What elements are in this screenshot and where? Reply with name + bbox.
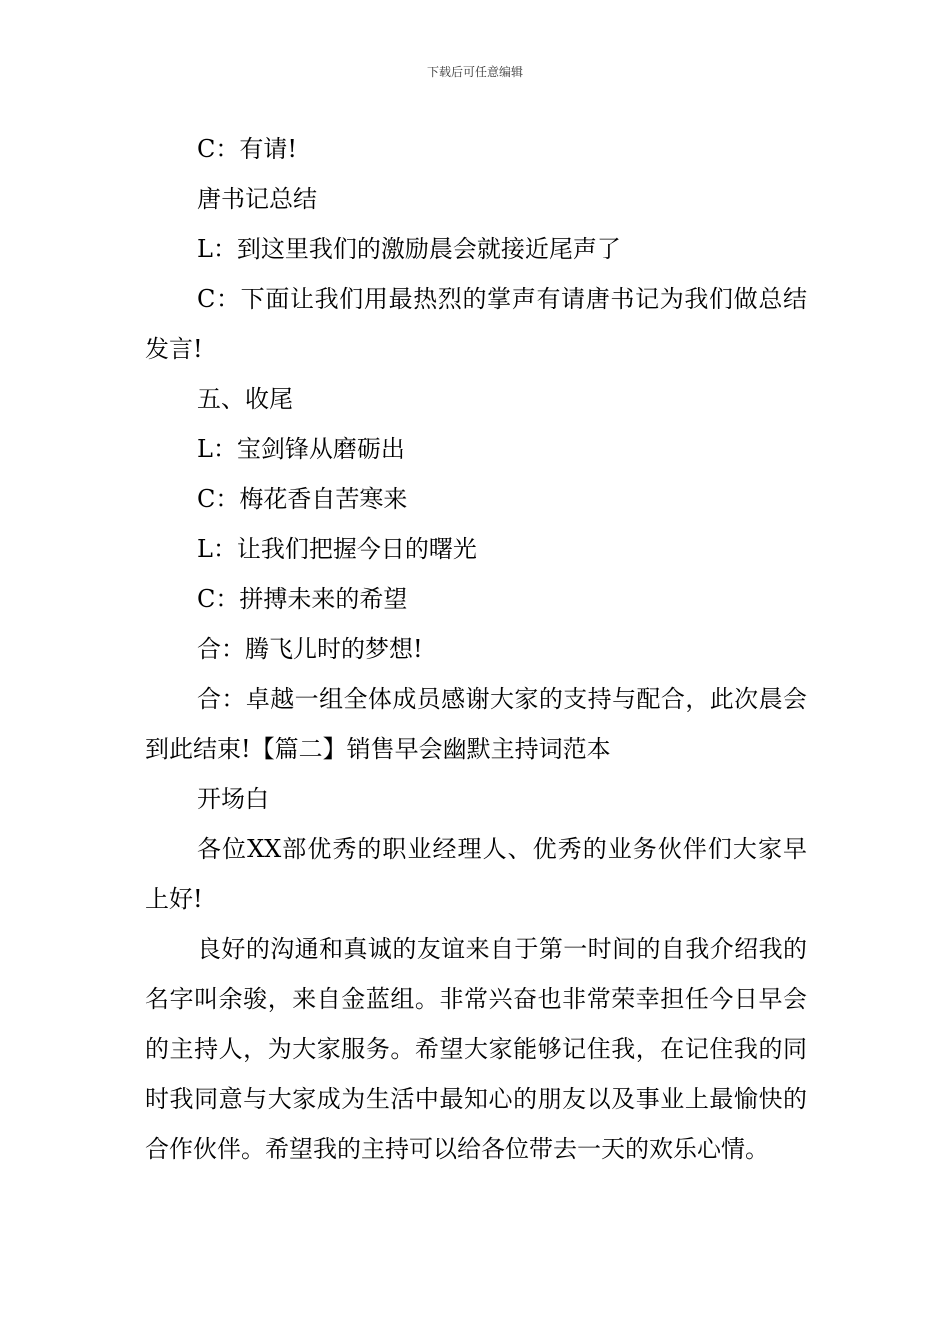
- paragraph-section-five-heading: 五、收尾: [197, 385, 293, 413]
- document-body: [145, 124, 807, 1174]
- paragraph-opening-heading: 开场白: [197, 785, 269, 813]
- paragraph-c-plum: C：梅花香自苦寒来: [197, 485, 408, 513]
- paragraph-l-dawn: L：让我们把握今日的曙光: [197, 535, 477, 563]
- paragraph-l-sword: L：宝剑锋从磨砺出: [197, 435, 405, 463]
- paragraph-l-near-end: L：到这里我们的激励晨会就接近尾声了: [197, 235, 621, 263]
- paragraph-greeting: 各位XX部优秀的职业经理人、优秀的业务伙伴们大家早上好!: [145, 835, 807, 913]
- paragraph-c-hope: C：拼搏未来的希望: [197, 585, 408, 613]
- paragraph-together-closing: 合：卓越一组全体成员感谢大家的支持与配合，此次晨会到此结束!【篇二】销售早会幽默主持词范本: [145, 685, 807, 763]
- page-header: 下载后可任意编辑: [426, 65, 523, 79]
- paragraph-together-dream: 合：腾飞儿时的梦想!: [197, 635, 423, 663]
- paragraph-self-introduction: 良好的沟通和真诚的友谊来自于第一时间的自我介绍我的名字叫余骏，来自金蓝组。非常兴奋也非常荣幸担任今日早会的主持人，为大家服务。希望大家能够记住我，在记住我的同时我同意与大家成为生活中最知心的朋友以及事业上最愉快的合作伙伴。希望我的主持可以给各位带去一天的欢乐心情。: [145, 935, 807, 1163]
- paragraph-c-applause: C：下面让我们用最热烈的掌声有请唐书记为我们做总结发言!: [145, 285, 807, 363]
- paragraph-secretary-summary-heading: 唐书记总结: [197, 185, 317, 213]
- paragraph-c-invite: C：有请!: [197, 135, 298, 163]
